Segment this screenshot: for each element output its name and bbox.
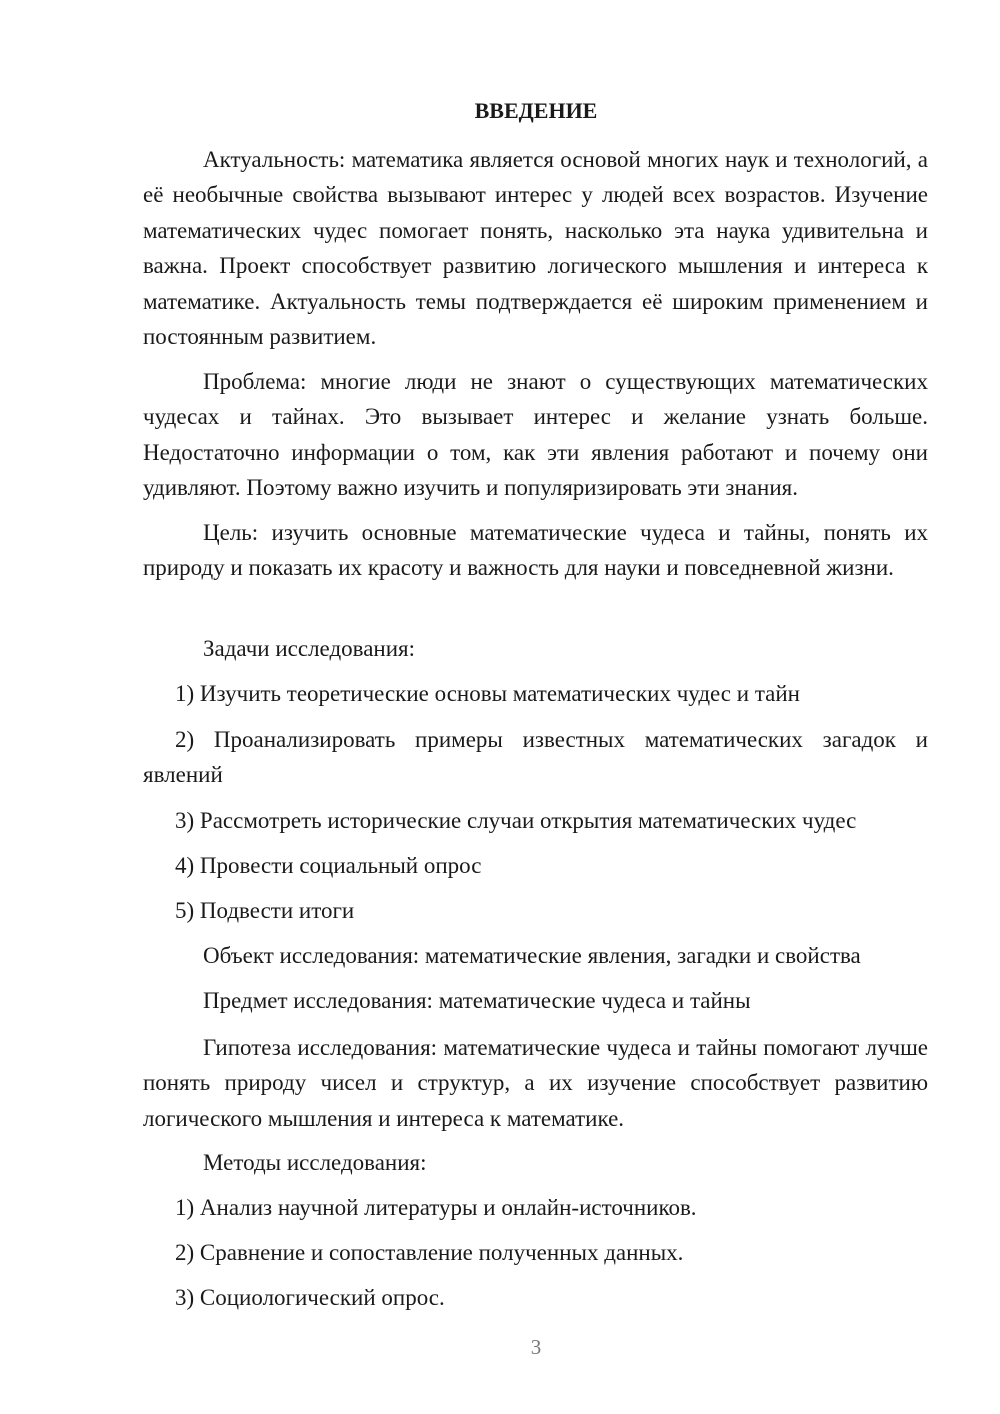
subject-line: Предмет исследования: математические чудеса и тайны <box>203 988 751 1013</box>
methods-heading: Методы исследования: <box>203 1150 427 1175</box>
method-item: 1) Анализ научной литературы и онлайн-источников. <box>175 1195 697 1220</box>
object-line: Объект исследования: математические явления, загадки и свойства <box>203 943 861 968</box>
task-item: 5) Подвести итоги <box>175 898 355 923</box>
task-item: 2) Проанализировать примеры известных математических загадок и явлений <box>143 727 928 788</box>
task-item: 3) Рассмотреть исторические случаи открытия математических чудес <box>175 808 857 833</box>
task-item: 4) Провести социальный опрос <box>175 853 482 878</box>
tasks-heading: Задачи исследования: <box>203 636 416 661</box>
method-item: 3) Социологический опрос. <box>175 1285 445 1310</box>
method-item: 2) Сравнение и сопоставление полученных данных. <box>175 1240 684 1265</box>
hypothesis-paragraph: Гипотеза исследования: математические чудеса и тайны помогают лучше понять природу чисел и структур, а их изучение способствует развитию логического мышления и интереса к математике. <box>143 1035 928 1131</box>
task-item: 1) Изучить теоретические основы математических чудес и тайн <box>175 681 800 706</box>
page-number: 3 <box>530 1335 542 1359</box>
relevance-paragraph: Актуальность: математика является основой многих наук и технологий, а её необычные свойства вызывают интерес у людей всех возрастов. Изучение математических чудес помогает понять, насколько эта наука удивительна и важна. Проект способствует развитию логического мышления и интереса к математике. Актуальность темы подтверждается её широким применением и постоянным развитием. <box>143 147 928 350</box>
goal-paragraph: Цель: изучить основные математические чудеса и тайны, понять их природу и показать их красоту и важность для науки и повседневной жизни. <box>143 520 928 581</box>
section-heading: ВВЕДЕНИЕ <box>474 98 598 123</box>
problem-paragraph: Проблема: многие люди не знают о существующих математических чудесах и тайнах. Это вызывает интерес и желание узнать больше. Недостаточно информации о том, как эти явления работают и почему они удивляют. Поэтому важно изучить и популяризировать эти знания. <box>143 369 928 501</box>
